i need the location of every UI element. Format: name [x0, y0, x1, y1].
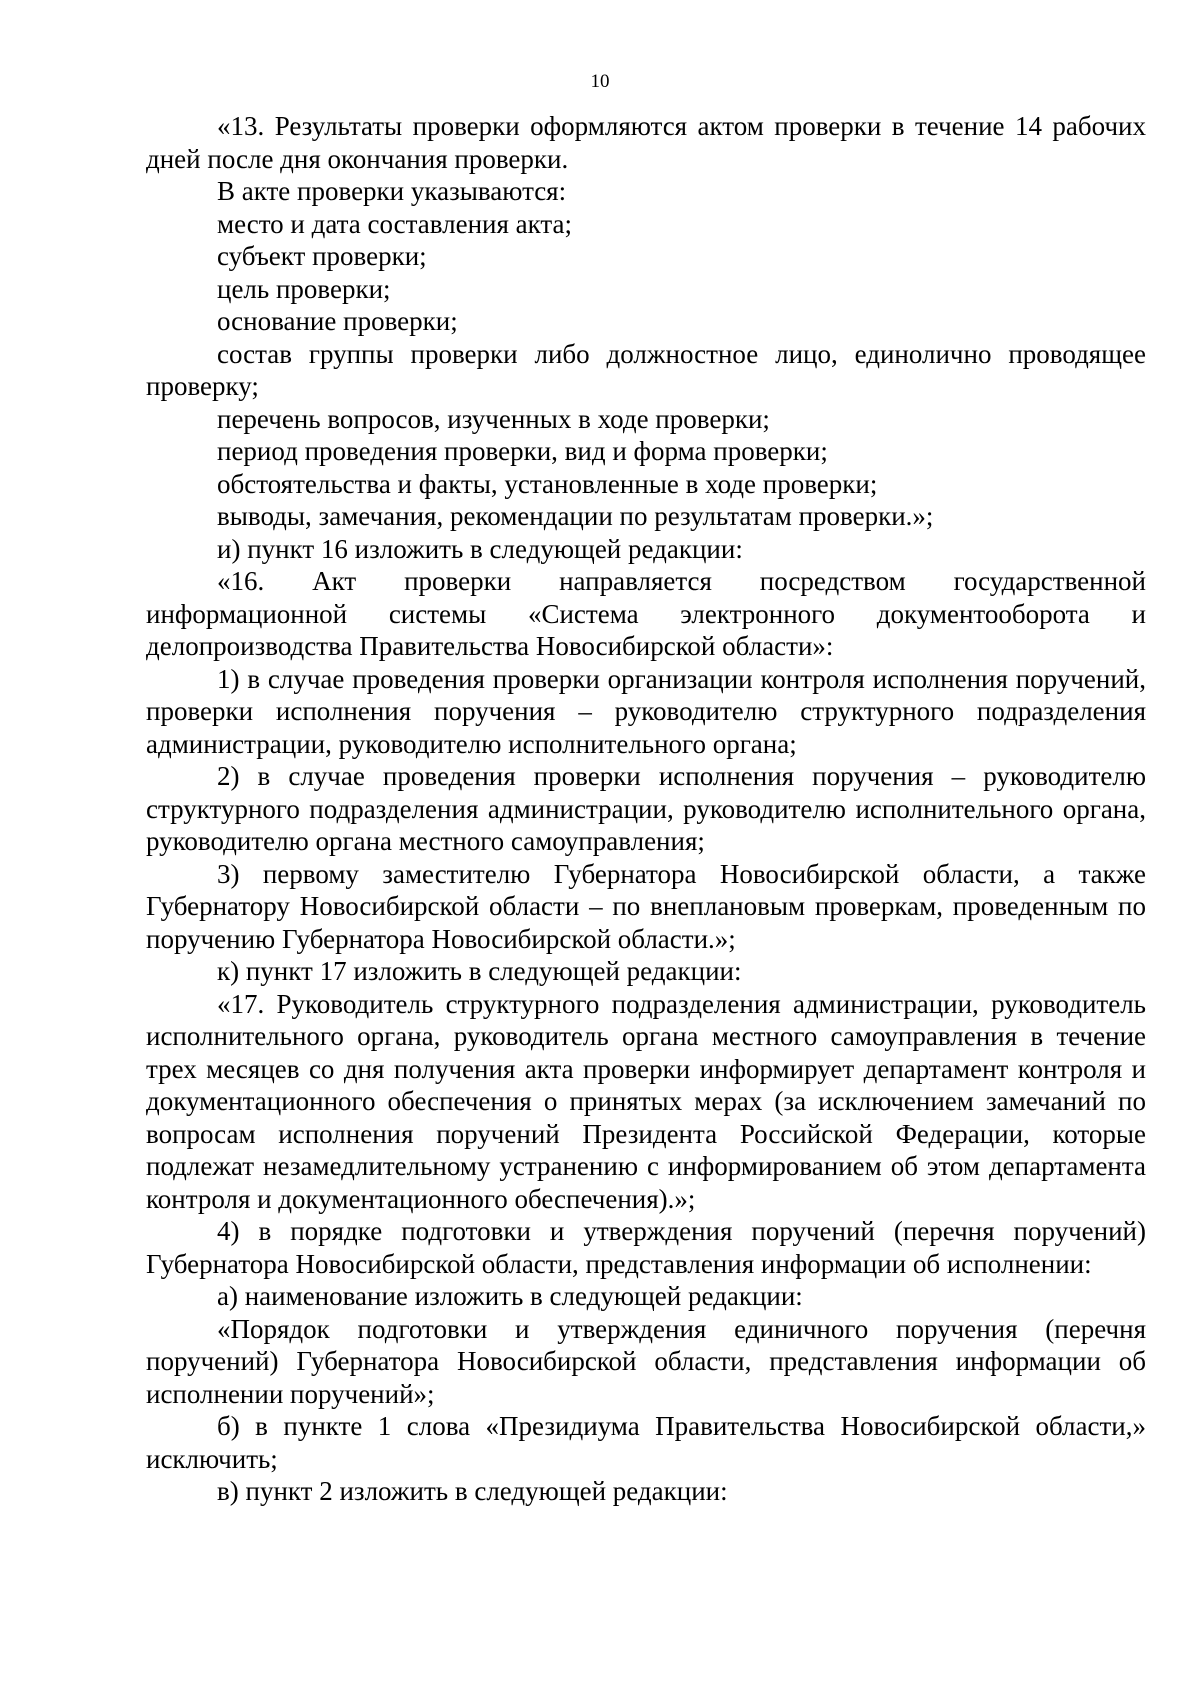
- paragraph: состав группы проверки либо должностное лицо, единолично проводящее проверку;: [146, 338, 1146, 401]
- paragraph: 3) первому заместителю Губернатора Новосибирской области, а также Губернатору Новосибирской области – по внеплановым проверкам, проведенным по поручению Губернатора Новосибирской области.»;: [146, 858, 1146, 954]
- paragraph: «13. Результаты проверки оформляются актом проверки в течение 14 рабочих дней после дня окончания проверки.: [146, 111, 1146, 174]
- paragraph: 4) в порядке подготовки и утверждения поручений (перечня поручений) Губернатора Новосибирской области, представления информации об исполнении:: [146, 1216, 1146, 1279]
- paragraph: «16. Акт проверки направляется посредством государственной информационной системы «Система электронного документооборота и делопроизводства Правительства Новосибирской области»:: [146, 566, 1146, 661]
- paragraph: 2) в случае проведения проверки исполнения поручения – руководителю структурного подразделения администрации, руководителю исполнительного органа, руководителю органа местного самоуправления;: [146, 761, 1146, 856]
- page-number: 10: [590, 71, 610, 92]
- paragraph: перечень вопросов, изученных в ходе проверки;: [217, 403, 770, 434]
- paragraph: основание проверки;: [217, 306, 458, 336]
- paragraph: период проведения проверки, вид и форма проверки;: [217, 436, 828, 466]
- paragraph: а) наименование изложить в следующей редакции:: [217, 1281, 803, 1311]
- paragraph: обстоятельства и факты, установленные в ходе проверки;: [217, 468, 878, 499]
- paragraph: в) пункт 2 изложить в следующей редакции:: [217, 1476, 728, 1506]
- paragraph: место и дата составления акта;: [217, 208, 573, 239]
- paragraph: б) в пункте 1 слова «Президиума Правительства Новосибирской области,» исключить;: [146, 1411, 1146, 1474]
- paragraph: «17. Руководитель структурного подразделения администрации, руководитель исполнительного органа, руководитель органа местного самоуправления в течение трех месяцев со дня получения акта проверки информирует департамент контроля и документационного обеспечения о принятых мерах (за исключением замечаний по вопросам исполнения поручений Президента Российской Федерации, которые подлежат незамедлительному устранению с информированием об этом департамента контроля и документационного обеспечения).»;: [146, 988, 1146, 1214]
- paragraph: субъект проверки;: [217, 241, 427, 271]
- paragraph: В акте проверки указываются:: [217, 176, 567, 206]
- paragraph: «Порядок подготовки и утверждения единичного поручения (перечня поручений) Губернатора Новосибирской области, представления информации об исполнении поручений»;: [146, 1313, 1146, 1409]
- paragraph: 1) в случае проведения проверки организации контроля исполнения поручений, проверки исполнения поручения – руководителю структурного подразделения администрации, руководителю исполнительного органа;: [146, 663, 1146, 759]
- paragraph: и) пункт 16 изложить в следующей редакции:: [217, 533, 743, 564]
- paragraph: выводы, замечания, рекомендации по результатам проверки.»;: [217, 501, 934, 531]
- document-body: [146, 110, 1146, 1508]
- paragraph: цель проверки;: [217, 273, 391, 304]
- paragraph: к) пункт 17 изложить в следующей редакции:: [217, 956, 742, 986]
